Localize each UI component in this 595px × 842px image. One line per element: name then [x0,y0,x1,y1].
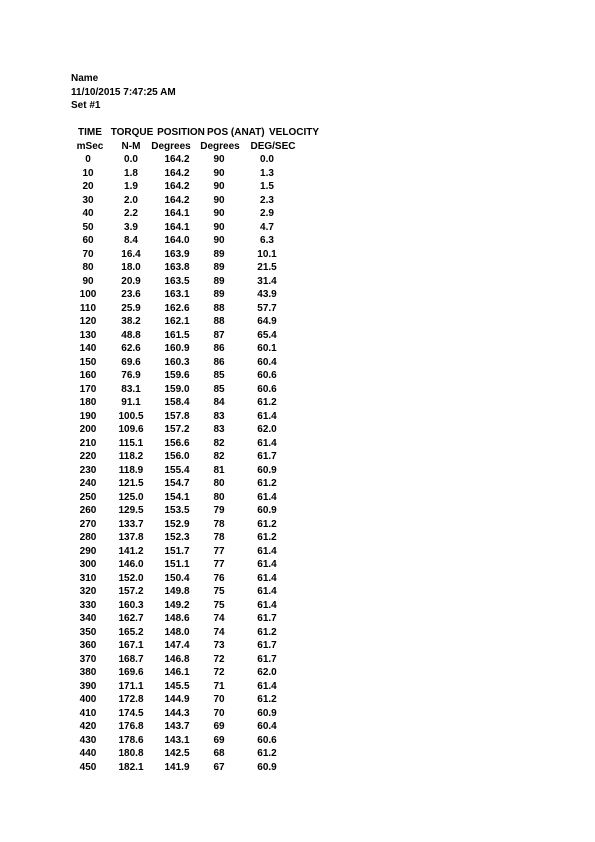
cell-pos-anat: 85 [213,383,225,395]
cell-torque: 83.1 [121,383,141,395]
cell-position: 152.3 [164,532,190,543]
cell-position: 147.4 [164,640,190,651]
cell-pos-anat: 77 [213,545,225,557]
cell-pos-anat: 89 [213,262,225,273]
cell-torque: 167.1 [118,640,144,651]
cell-velocity: 61.4 [257,559,277,570]
cell-pos-anat: 89 [213,289,225,300]
cell-position: 155.4 [164,464,190,476]
cell-torque: 118.2 [118,451,144,462]
cell-velocity: 61.4 [257,545,277,557]
cell-time: 370 [79,653,97,665]
cell-position: 164.2 [164,181,190,192]
cell-time: 230 [79,464,97,476]
cell-time: 430 [79,734,97,746]
cell-position: 146.1 [164,667,190,678]
cell-time: 30 [82,194,94,206]
cell-torque: 121.5 [118,478,144,489]
cell-position: 150.4 [164,572,190,584]
cell-pos-anat: 80 [213,478,225,489]
cell-velocity: 61.2 [257,532,277,543]
cell-position: 163.9 [164,248,190,260]
cell-torque: 38.2 [121,316,141,327]
cell-torque: 62.6 [121,343,141,354]
cell-velocity: 64.9 [257,316,277,327]
cell-position: 163.5 [164,275,190,287]
cell-torque: 118.9 [118,464,144,476]
cell-torque: 137.8 [118,532,144,543]
cell-velocity: 1.5 [260,181,274,192]
cell-position: 144.9 [164,694,190,705]
cell-pos-anat: 85 [213,370,225,381]
document-header [71,72,176,113]
cell-position: 161.5 [164,329,190,341]
cell-pos-anat: 84 [213,397,225,408]
cell-velocity: 10.1 [257,248,277,260]
cell-torque: 178.6 [118,734,144,746]
column-header-velocity: VELOCITY [269,127,320,138]
cell-position: 144.3 [164,707,190,719]
cell-position: 164.1 [164,221,190,233]
cell-torque: 109.6 [118,424,144,435]
cell-time: 40 [82,208,94,219]
unit-torque: N-M [121,140,141,152]
cell-pos-anat: 69 [213,734,225,746]
cell-torque: 165.2 [118,626,144,638]
cell-pos-anat: 90 [213,181,225,192]
cell-position: 157.2 [164,424,190,435]
cell-torque: 168.7 [118,653,144,665]
cell-pos-anat: 83 [213,424,225,435]
cell-time: 300 [79,559,97,570]
cell-torque: 180.8 [118,748,144,759]
unit-position: Degrees [151,140,191,152]
cell-velocity: 61.4 [257,586,277,597]
cell-pos-anat: 75 [213,586,225,597]
cell-position: 162.6 [164,302,190,314]
cell-position: 151.7 [164,545,190,557]
cell-time: 310 [79,572,97,584]
cell-torque: 16.4 [121,248,141,260]
cell-pos-anat: 77 [213,559,225,570]
cell-pos-anat: 90 [213,154,225,165]
cell-time: 420 [79,721,97,732]
cell-pos-anat: 67 [213,761,225,773]
cell-time: 340 [79,613,97,624]
cell-time: 90 [82,275,94,287]
cell-pos-anat: 80 [213,491,225,503]
cell-pos-anat: 88 [213,302,225,314]
unit-velocity: DEG/SEC [250,140,296,152]
cell-pos-anat: 90 [213,167,225,179]
cell-velocity: 61.2 [257,478,277,489]
cell-position: 148.6 [164,613,190,624]
cell-pos-anat: 74 [213,626,225,638]
cell-pos-anat: 72 [213,667,225,678]
cell-velocity: 60.6 [257,370,277,381]
cell-torque: 100.5 [118,410,144,422]
cell-pos-anat: 76 [213,572,225,584]
cell-torque: 171.1 [118,680,144,692]
cell-time: 270 [79,518,97,530]
cell-time: 80 [82,262,94,273]
cell-velocity: 60.9 [257,464,277,476]
unit-time: mSec [76,140,104,152]
cell-position: 151.1 [164,559,190,570]
cell-velocity: 60.4 [257,356,277,368]
cell-time: 260 [79,505,97,516]
cell-torque: 23.6 [121,289,141,300]
cell-velocity: 61.4 [257,572,277,584]
cell-time: 190 [79,410,97,422]
cell-time: 140 [79,343,97,354]
cell-velocity: 60.9 [257,707,277,719]
cell-velocity: 4.7 [260,221,274,233]
cell-time: 390 [79,680,97,692]
cell-torque: 115.1 [118,437,144,449]
cell-position: 154.1 [164,491,190,503]
cell-position: 164.0 [164,235,190,246]
set-label: Set #1 [71,100,101,111]
cell-position: 149.2 [164,599,190,611]
cell-position: 152.9 [164,518,190,530]
cell-pos-anat: 82 [213,437,225,449]
cell-position: 143.7 [164,721,190,732]
cell-position: 164.1 [164,208,190,219]
cell-pos-anat: 86 [213,343,225,354]
cell-pos-anat: 89 [213,275,225,287]
cell-velocity: 61.2 [257,748,277,759]
cell-time: 410 [79,707,97,719]
cell-position: 153.5 [164,505,190,516]
cell-position: 141.9 [164,761,190,773]
cell-position: 164.2 [164,154,190,165]
cell-velocity: 62.0 [257,424,277,435]
cell-velocity: 60.1 [257,343,277,354]
cell-pos-anat: 78 [213,518,225,530]
cell-torque: 182.1 [118,761,144,773]
cell-time: 170 [79,383,97,395]
cell-time: 70 [82,248,94,260]
cell-pos-anat: 90 [213,221,225,233]
cell-time: 440 [79,748,97,759]
cell-torque: 125.0 [118,491,144,503]
cell-velocity: 61.4 [257,491,277,503]
cell-pos-anat: 74 [213,613,225,624]
cell-time: 210 [79,437,97,449]
cell-position: 160.9 [164,343,190,354]
cell-pos-anat: 86 [213,356,225,368]
cell-velocity: 60.9 [257,761,277,773]
cell-time: 250 [79,491,97,503]
cell-torque: 133.7 [118,518,144,530]
cell-torque: 146.0 [118,559,144,570]
cell-torque: 69.6 [121,356,141,368]
cell-torque: 76.9 [121,370,141,381]
cell-pos-anat: 69 [213,721,225,732]
cell-pos-anat: 90 [213,194,225,206]
cell-torque: 25.9 [121,302,141,314]
cell-velocity: 61.4 [257,599,277,611]
cell-pos-anat: 87 [213,329,225,341]
cell-velocity: 61.7 [257,613,277,624]
cell-torque: 157.2 [118,586,144,597]
cell-time: 360 [79,640,97,651]
cell-velocity: 61.2 [257,694,277,705]
cell-time: 100 [79,289,97,300]
cell-time: 60 [82,235,94,246]
cell-time: 50 [82,221,94,233]
cell-position: 159.0 [164,383,190,395]
cell-position: 163.1 [164,289,190,300]
cell-pos-anat: 71 [213,680,225,692]
cell-torque: 1.9 [124,181,138,192]
cell-torque: 3.9 [124,221,138,233]
cell-time: 450 [79,761,97,773]
column-header-pos-anat: POS (ANAT) [207,127,265,138]
cell-position: 142.5 [164,748,190,759]
cell-position: 156.6 [164,437,190,449]
cell-velocity: 61.7 [257,451,277,462]
cell-position: 160.3 [164,356,190,368]
cell-torque: 141.2 [118,545,144,557]
cell-time: 320 [79,586,97,597]
cell-velocity: 21.5 [257,262,277,273]
cell-time: 200 [79,424,97,435]
cell-pos-anat: 82 [213,451,225,462]
cell-torque: 18.0 [121,262,141,273]
cell-pos-anat: 89 [213,248,225,260]
cell-time: 400 [79,694,97,705]
column-header-torque: TORQUE [110,127,154,138]
cell-pos-anat: 72 [213,653,225,665]
cell-torque: 129.5 [118,505,144,516]
cell-velocity: 2.3 [260,194,274,206]
cell-velocity: 6.3 [260,235,274,246]
cell-position: 149.8 [164,586,190,597]
cell-position: 143.1 [164,734,190,746]
column-header-position: POSITION [157,127,205,138]
datetime-label: 11/10/2015 7:47:25 AM [71,86,176,98]
cell-time: 240 [79,478,97,489]
cell-pos-anat: 83 [213,410,225,422]
cell-position: 164.2 [164,167,190,179]
cell-position: 164.2 [164,194,190,206]
cell-position: 145.5 [164,680,190,692]
cell-torque: 1.8 [124,167,138,179]
cell-torque: 176.8 [118,721,144,732]
cell-torque: 48.8 [121,329,141,341]
cell-velocity: 60.6 [257,383,277,395]
cell-torque: 162.7 [118,613,144,624]
cell-position: 159.6 [164,370,190,381]
cell-torque: 91.1 [121,397,141,408]
cell-velocity: 31.4 [257,275,277,287]
cell-torque: 20.9 [121,275,141,287]
cell-pos-anat: 90 [213,235,225,246]
cell-time: 0 [85,154,91,165]
cell-velocity: 61.4 [257,410,277,422]
cell-time: 330 [79,599,97,611]
cell-velocity: 61.2 [257,626,277,638]
cell-velocity: 61.2 [257,518,277,530]
cell-velocity: 0.0 [260,154,274,165]
column-header-time: TIME [78,127,102,138]
cell-torque: 174.5 [118,707,144,719]
cell-time: 280 [79,532,97,543]
cell-torque: 172.8 [118,694,144,705]
cell-time: 130 [79,329,97,341]
cell-position: 148.0 [164,626,190,638]
cell-time: 10 [82,167,94,179]
cell-time: 290 [79,545,97,557]
cell-time: 20 [82,181,94,192]
cell-velocity: 61.4 [257,680,277,692]
cell-position: 158.4 [164,397,190,408]
name-label: Name [71,73,99,84]
cell-position: 163.8 [164,262,190,273]
cell-velocity: 65.4 [257,329,277,341]
cell-time: 180 [79,397,97,408]
cell-velocity: 61.4 [257,437,277,449]
cell-torque: 2.0 [124,194,138,206]
cell-velocity: 2.9 [260,208,274,219]
cell-pos-anat: 81 [213,464,225,476]
cell-velocity: 60.6 [257,734,277,746]
cell-pos-anat: 70 [213,694,225,705]
cell-position: 162.1 [164,316,190,327]
cell-torque: 8.4 [124,235,138,246]
cell-time: 150 [79,356,97,368]
cell-time: 110 [79,302,97,314]
cell-pos-anat: 70 [213,707,225,719]
cell-velocity: 57.7 [257,302,277,314]
cell-velocity: 61.7 [257,640,277,651]
cell-velocity: 61.7 [257,653,277,665]
cell-time: 220 [79,451,97,462]
cell-pos-anat: 88 [213,316,225,327]
cell-pos-anat: 78 [213,532,225,543]
cell-position: 157.8 [164,410,190,422]
cell-velocity: 60.4 [257,721,277,732]
cell-torque: 2.2 [124,208,138,219]
cell-time: 160 [79,370,97,381]
cell-velocity: 1.3 [260,167,274,179]
cell-torque: 169.6 [118,667,144,678]
cell-time: 350 [79,626,97,638]
cell-time: 380 [79,667,97,678]
cell-time: 120 [79,316,97,327]
cell-position: 156.0 [164,451,190,462]
unit-pos-anat: Degrees [200,140,240,152]
cell-velocity: 61.2 [257,397,277,408]
cell-pos-anat: 73 [213,640,225,651]
cell-torque: 160.3 [118,599,144,611]
cell-torque: 152.0 [118,572,144,584]
cell-torque: 0.0 [124,154,138,165]
cell-velocity: 60.9 [257,505,277,516]
cell-pos-anat: 90 [213,208,225,219]
cell-velocity: 43.9 [257,289,277,300]
cell-velocity: 62.0 [257,667,277,678]
cell-position: 146.8 [164,653,190,665]
cell-pos-anat: 79 [213,505,225,516]
cell-pos-anat: 75 [213,599,225,611]
cell-pos-anat: 68 [213,748,225,759]
cell-position: 154.7 [164,478,190,489]
